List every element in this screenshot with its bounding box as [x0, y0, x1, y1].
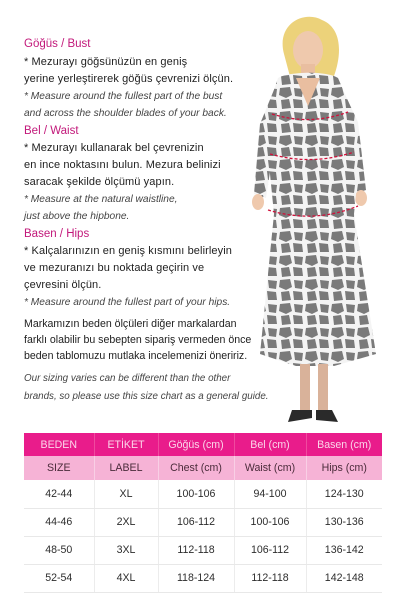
- hips-title: Basen / Hips: [24, 228, 90, 240]
- bust-en-2: and across the shoulder blades of your back.: [24, 108, 227, 119]
- left-shoe: [288, 410, 312, 422]
- cell-hips: 124-130: [306, 480, 382, 508]
- header-bel: Bel (cm): [234, 433, 306, 456]
- notice-tr-3: beden tablomuzu mutlaka incelemenizi öneririz.: [24, 350, 248, 362]
- cell-waist: 106-112: [234, 536, 306, 564]
- table-row: [24, 536, 382, 564]
- header-etiket: ETİKET: [94, 433, 158, 456]
- waist-en-1: * Measure at the natural waistline,: [24, 194, 178, 205]
- hips-line-1: * Kalçalarınızın en geniş kısmını belirleyin: [24, 245, 232, 257]
- header-basen: Basen (cm): [306, 433, 382, 456]
- hips-line-3: çevresini ölçün.: [24, 279, 102, 291]
- notice-tr-1: Markamızın beden ölçüleri diğer markalardan: [24, 318, 237, 330]
- cell-chest: 100-106: [158, 480, 234, 508]
- cell-waist: 94-100: [234, 480, 306, 508]
- header-gogus: Göğüs (cm): [158, 433, 234, 456]
- table-row: [24, 480, 382, 508]
- table-header-en: [24, 456, 382, 480]
- bust-line-1: * Mezurayı göğsünüzün en geniş: [24, 56, 188, 68]
- cell-label: 2XL: [94, 508, 158, 536]
- cell-chest: 106-112: [158, 508, 234, 536]
- header-hips: Hips (cm): [306, 456, 382, 480]
- cell-chest: 112-118: [158, 536, 234, 564]
- notice-tr-2: farklı olabilir bu sebepten sipariş vermeden önce: [24, 334, 252, 346]
- header-size: SIZE: [24, 456, 94, 480]
- cell-hips: 130-136: [306, 508, 382, 536]
- bust-title: Göğüs / Bust: [24, 38, 91, 50]
- waist-en-2: just above the hipbone.: [24, 211, 130, 222]
- cell-hips: 136-142: [306, 536, 382, 564]
- cell-label: XL: [94, 480, 158, 508]
- face-shape: [293, 31, 323, 69]
- header-waist: Waist (cm): [234, 456, 306, 480]
- cell-waist: 112-118: [234, 564, 306, 592]
- table-row: [24, 564, 382, 592]
- table-row: [24, 508, 382, 536]
- bust-line-2: yerine yerleştirerek göğüs çevrenizi ölçün.: [24, 73, 234, 85]
- header-beden: BEDEN: [24, 433, 94, 456]
- hips-en-1: * Measure around the fullest part of your hips.: [24, 297, 231, 308]
- notice-en-2: brands, so please use this size chart as a general guide.: [24, 391, 269, 402]
- cell-size: 52-54: [24, 564, 94, 592]
- hips-line-2: ve mezuranızı bu noktada geçirin ve: [24, 262, 205, 274]
- notice-en-1: Our sizing varies can be different than the other: [24, 373, 231, 384]
- waist-line-2: en ince noktasını bulun. Mezura belinizi: [24, 159, 221, 171]
- cell-label: 3XL: [94, 536, 158, 564]
- waist-title: Bel / Waist: [24, 125, 79, 137]
- model-figure: [226, 14, 386, 434]
- waist-line-1: * Mezurayı kullanarak bel çevrenizin: [24, 142, 204, 154]
- size-chart-table: [24, 433, 382, 593]
- bust-en-1: * Measure around the fullest part of the bust: [24, 91, 223, 102]
- table-header-tr: [24, 433, 382, 456]
- cell-waist: 100-106: [234, 508, 306, 536]
- cell-label: 4XL: [94, 564, 158, 592]
- cell-size: 44-46: [24, 508, 94, 536]
- right-shoe: [316, 410, 338, 422]
- cell-size: 48-50: [24, 536, 94, 564]
- header-label: LABEL: [94, 456, 158, 480]
- header-chest: Chest (cm): [158, 456, 234, 480]
- cell-chest: 118-124: [158, 564, 234, 592]
- cell-hips: 142-148: [306, 564, 382, 592]
- dress-pattern: [246, 70, 386, 370]
- cell-size: 42-44: [24, 480, 94, 508]
- waist-line-3: saracak şekilde ölçümü yapın.: [24, 176, 175, 188]
